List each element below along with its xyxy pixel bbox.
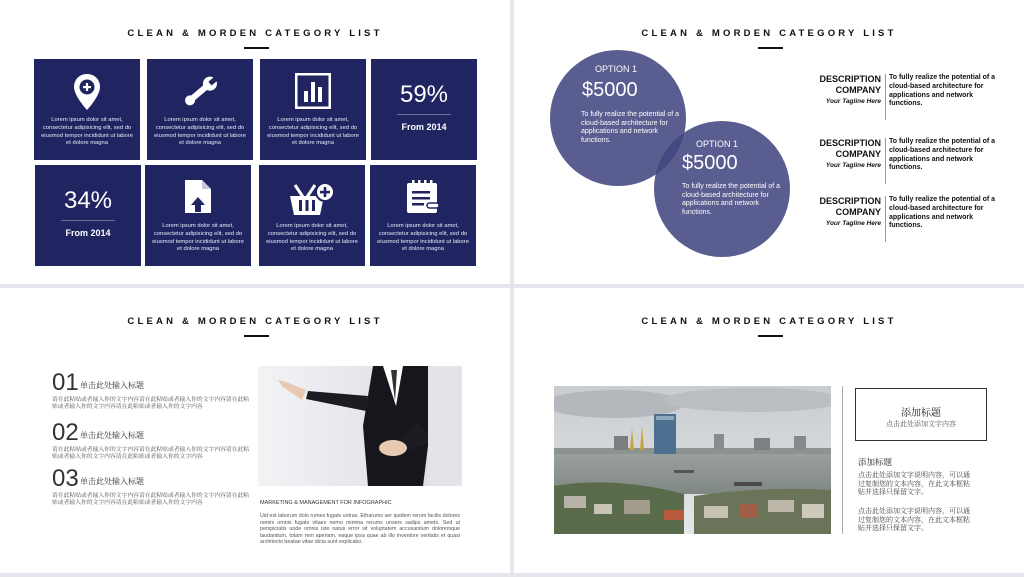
- tile-location: [34, 59, 140, 160]
- slide-pricing-options: [514, 0, 1024, 284]
- stat-value: 59%: [399, 81, 449, 108]
- tile-chart: [260, 59, 366, 160]
- tile-text: Lorem ipsum dolor sit amet, consectetur adipisicing elit, sed do eiusmod tempor incididunt ut labore et dolore magna: [41, 117, 133, 147]
- description-tagline: Your Tagline Here: [825, 220, 881, 227]
- caption-title: MARKETING & MANAGEMENT FOR INFOGRAPHIC: [260, 500, 392, 506]
- slide-title: CLEAN & MORDEN CATEGORY LIST: [127, 316, 383, 327]
- description-block: [804, 138, 1004, 190]
- item-title: 单击此处输入标题: [80, 431, 144, 440]
- box-title: 添加标题: [901, 408, 941, 419]
- description-divider: [885, 74, 886, 120]
- description-text: To fully realize the potential of a cloud-based architecture for applications and network functions.: [889, 138, 996, 172]
- description-tagline: Your Tagline Here: [825, 162, 881, 169]
- location-pin-plus-icon: [34, 73, 140, 111]
- stat-subtitle: From 2014: [401, 122, 447, 132]
- option-circle: [654, 121, 790, 257]
- stat-value: 34%: [63, 187, 113, 214]
- tile-wrench: [147, 59, 253, 160]
- slide-category-tiles: [0, 0, 510, 284]
- businessman-photo: [258, 366, 462, 486]
- title-underline: [244, 335, 269, 337]
- slide-numbered-list: [0, 288, 510, 573]
- stat-divider: [397, 114, 451, 115]
- tile-text: Lorem ipsum dolor sit amet, consectetur adipisicing elit, sed do eiusmod tempor incididunt ut labore et dolore magna: [266, 223, 358, 253]
- slide-title: CLEAN & MORDEN CATEGORY LIST: [641, 316, 897, 327]
- box-subtitle: 点击此处添加文字内容: [886, 421, 956, 428]
- option-text: To fully realize the potential of a cloud-based architecture for applications and network functions.: [581, 111, 680, 144]
- option-price: $5000: [582, 79, 638, 101]
- tile-stat: [371, 59, 477, 160]
- title-underline: [758, 47, 783, 49]
- item-text: 请在此粘贴或者输入你的文字内容请在此粘贴或者输入你的文字内容请在此粘贴或者输入你的文字内容请在此粘贴或者输入你的文字内容: [52, 493, 250, 507]
- item-title: 单击此处输入标题: [80, 381, 144, 390]
- option-label: OPTION 1: [595, 64, 638, 74]
- basket-add-icon: [259, 179, 365, 217]
- slide-city-photo: [514, 288, 1024, 573]
- description-heading: DESCRIPTION COMPANY: [819, 196, 881, 217]
- tile-text: Lorem ipsum dolor sit amet, consectetur adipisicing elit, sed do eiusmod tempor incididunt ut labore et dolore magna: [377, 223, 469, 253]
- title-underline: [758, 335, 783, 337]
- bar-chart-icon: [260, 73, 366, 111]
- item-title: 单击此处输入标题: [80, 477, 144, 486]
- tile-notepad: [370, 165, 476, 266]
- title-underline: [244, 47, 269, 49]
- tile-document: [145, 165, 251, 266]
- tile-text: Lorem ipsum dolor sit amet, consectetur adipisicing elit, sed do eiusmod tempor incididunt ut labore et dolore magna: [152, 223, 244, 253]
- description-divider: [885, 138, 886, 184]
- option-label: OPTION 1: [696, 139, 739, 149]
- tile-text: Lorem ipsum dolor sit amet, consectetur adipisicing elit, sed do eiusmod tempor incididunt ut labore et dolore magna: [154, 117, 246, 147]
- slide-title: CLEAN & MORDEN CATEGORY LIST: [641, 28, 897, 39]
- tile-basket: [259, 165, 365, 266]
- item-text: 请在此粘贴或者输入你的文字内容请在此粘贴或者输入你的文字内容请在此粘贴或者输入你的文字内容请在此粘贴或者输入你的文字内容: [52, 447, 250, 461]
- side-paragraph: 点击此处添加文字说明内容，可以通过复制您的文本内容，在此文本框粘贴并选择只保留文字。: [858, 472, 970, 497]
- item-number: 02: [52, 419, 79, 446]
- description-block: [804, 74, 1004, 126]
- slide-title: CLEAN & MORDEN CATEGORY LIST: [127, 28, 383, 39]
- vertical-divider: [842, 386, 843, 534]
- item-text: 请在此粘贴或者输入你的文字内容请在此粘贴或者输入你的文字内容请在此粘贴或者输入你的文字内容请在此粘贴或者输入你的文字内容: [52, 397, 250, 411]
- option-price: $5000: [682, 152, 738, 174]
- side-paragraph: 点击此处添加文字说明内容，可以通过复制您的文本内容，在此文本框粘贴并选择只保留文字。: [858, 508, 970, 533]
- city-photo: [554, 386, 831, 534]
- notepad-icon: [370, 179, 476, 217]
- title-box: [855, 388, 987, 441]
- caption-text: Uid est laborum dolo rumes fugats untras. Etharums ser quidem rerum facilis dolores nemis omnis fugats vitaes nemo minima rerums unsers sadips amets. Sed ut perspiciatis unde omnis iste natus error sit voluptatem accusantium doloremque laudantium, totam rem aperiam, eaque ipsa quae ab illo inventore veritatis et quasi architecto beatae vitae dicta sunt explicabo.: [260, 513, 460, 546]
- document-upload-icon: [145, 179, 251, 217]
- wrench-icon: [147, 73, 253, 111]
- description-divider: [885, 196, 886, 242]
- description-tagline: Your Tagline Here: [825, 98, 881, 105]
- description-text: To fully realize the potential of a cloud-based architecture for applications and network functions.: [889, 74, 996, 108]
- tile-stat: [35, 165, 141, 266]
- stat-subtitle: From 2014: [65, 228, 111, 238]
- description-text: To fully realize the potential of a cloud-based architecture for applications and network functions.: [889, 196, 996, 230]
- description-block: [804, 196, 1004, 248]
- description-heading: DESCRIPTION COMPANY: [819, 74, 881, 95]
- stat-divider: [61, 220, 115, 221]
- item-number: 03: [52, 465, 79, 492]
- description-heading: DESCRIPTION COMPANY: [819, 138, 881, 159]
- option-text: To fully realize the potential of a cloud-based architecture for applications and network functions.: [682, 183, 781, 216]
- item-number: 01: [52, 369, 79, 396]
- tile-text: Lorem ipsum dolor sit amet, consectetur adipisicing elit, sed do eiusmod tempor incididunt ut labore et dolore magna: [267, 117, 359, 147]
- side-title: 添加标题: [858, 457, 893, 467]
